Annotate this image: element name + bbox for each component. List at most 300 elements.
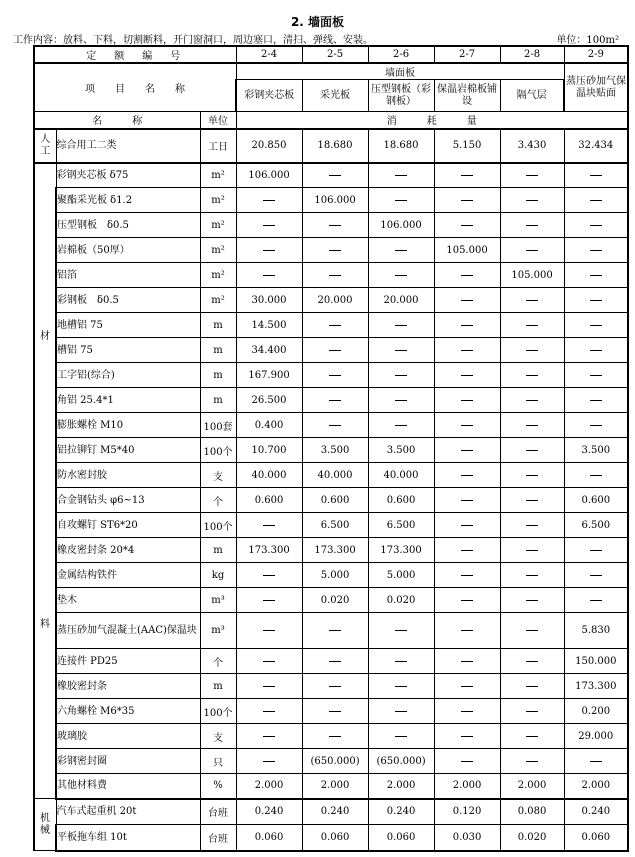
- item-name: 彩钢密封圈: [56, 749, 200, 774]
- item-name: 橡皮密封条 20*4: [56, 538, 200, 563]
- dash-mark: [461, 450, 473, 451]
- value-cell: (650.000): [368, 749, 434, 774]
- item-unit: 100套: [200, 413, 236, 438]
- value-cell: [368, 699, 434, 724]
- dash-mark: [395, 175, 407, 176]
- dash-mark: [461, 275, 473, 276]
- value-cell: [564, 588, 628, 613]
- value-cell: 2.000: [500, 774, 564, 799]
- dash-mark: [263, 630, 275, 631]
- dash-mark: [590, 275, 602, 276]
- table-row: [34, 563, 628, 588]
- value-cell: [434, 263, 500, 288]
- table-row: [34, 129, 628, 163]
- value-cell: [500, 613, 564, 649]
- group-label: 墙面板: [236, 63, 564, 80]
- value-cell: [434, 288, 500, 313]
- item-name: 彩钢夹芯板 δ75: [56, 163, 200, 188]
- value-cell: [302, 163, 368, 188]
- value-cell: 105.000: [500, 263, 564, 288]
- code-cell: 2-7: [434, 46, 500, 63]
- value-cell: 5.000: [302, 563, 368, 588]
- value-cell: 106.000: [302, 188, 368, 213]
- quota-no-label: 定 额 编 号: [34, 46, 236, 63]
- dash-mark: [263, 575, 275, 576]
- dash-mark: [526, 375, 538, 376]
- dash-mark: [590, 550, 602, 551]
- column-header: 压型钢板（彩钢板）: [368, 80, 434, 112]
- value-cell: [434, 488, 500, 513]
- dash-mark: [461, 550, 473, 551]
- dash-mark: [329, 250, 341, 251]
- value-cell: 150.000: [564, 649, 628, 674]
- dash-mark: [590, 375, 602, 376]
- value-cell: [500, 588, 564, 613]
- item-unit: 个: [200, 649, 236, 674]
- value-cell: [434, 513, 500, 538]
- dash-mark: [461, 350, 473, 351]
- dash-mark: [526, 350, 538, 351]
- value-cell: [564, 363, 628, 388]
- value-cell: [434, 563, 500, 588]
- value-cell: [368, 674, 434, 699]
- dash-mark: [263, 736, 275, 737]
- value-cell: [236, 724, 302, 749]
- dash-mark: [329, 630, 341, 631]
- code-cell: 2-8: [500, 46, 564, 63]
- value-cell: 3.500: [302, 438, 368, 463]
- item-unit: m: [200, 538, 236, 563]
- dash-mark: [461, 736, 473, 737]
- value-cell: [434, 699, 500, 724]
- value-cell: [302, 674, 368, 699]
- table-row: [34, 825, 628, 851]
- value-cell: [434, 463, 500, 488]
- item-name: 汽车式起重机 20t: [56, 799, 200, 825]
- value-cell: [564, 263, 628, 288]
- value-cell: [302, 699, 368, 724]
- value-cell: [434, 188, 500, 213]
- table-row: [34, 213, 628, 238]
- value-cell: 14.500: [236, 313, 302, 338]
- value-cell: [302, 649, 368, 674]
- item-name: 压型钢板 δ0.5: [56, 213, 200, 238]
- value-cell: 6.500: [564, 513, 628, 538]
- value-cell: 0.060: [236, 825, 302, 851]
- table-row: [34, 749, 628, 774]
- value-cell: [564, 538, 628, 563]
- table-row: [34, 413, 628, 438]
- dash-mark: [395, 325, 407, 326]
- dash-mark: [395, 250, 407, 251]
- value-cell: [564, 238, 628, 263]
- value-cell: 20.000: [302, 288, 368, 313]
- value-cell: [500, 724, 564, 749]
- value-cell: [500, 513, 564, 538]
- item-unit: m²: [200, 238, 236, 263]
- dash-mark: [461, 300, 473, 301]
- value-cell: 0.060: [302, 825, 368, 851]
- item-unit: 100个: [200, 699, 236, 724]
- dash-mark: [461, 500, 473, 501]
- value-cell: [500, 674, 564, 699]
- table-row: [34, 463, 628, 488]
- value-cell: 0.600: [302, 488, 368, 513]
- value-cell: 0.240: [236, 799, 302, 825]
- item-name: 防水密封胶: [56, 463, 200, 488]
- value-cell: [236, 563, 302, 588]
- value-cell: [564, 188, 628, 213]
- dash-mark: [526, 450, 538, 451]
- dash-mark: [263, 525, 275, 526]
- value-cell: [500, 363, 564, 388]
- value-cell: [434, 674, 500, 699]
- dash-mark: [526, 400, 538, 401]
- table-row: [34, 188, 628, 213]
- value-cell: [500, 463, 564, 488]
- item-unit: m: [200, 363, 236, 388]
- value-cell: [434, 413, 500, 438]
- item-unit: m³: [200, 613, 236, 649]
- unit-label: 单位：100m²: [556, 35, 619, 46]
- item-name: 自攻螺钉 ST6*20: [56, 513, 200, 538]
- item-unit: m²: [200, 163, 236, 188]
- dash-mark: [526, 475, 538, 476]
- dash-mark: [395, 275, 407, 276]
- value-cell: [500, 338, 564, 363]
- item-name: 连接件 PD25: [56, 649, 200, 674]
- dash-mark: [263, 250, 275, 251]
- dash-mark: [526, 300, 538, 301]
- value-cell: [500, 188, 564, 213]
- dash-mark: [329, 400, 341, 401]
- table-row: [34, 724, 628, 749]
- value-cell: [434, 388, 500, 413]
- dash-mark: [590, 425, 602, 426]
- dash-mark: [461, 375, 473, 376]
- value-cell: [302, 613, 368, 649]
- code-cell: 2-9: [564, 46, 628, 63]
- dash-mark: [461, 175, 473, 176]
- dash-mark: [590, 200, 602, 201]
- dash-mark: [461, 200, 473, 201]
- dash-mark: [263, 200, 275, 201]
- value-cell: 106.000: [368, 213, 434, 238]
- table-row: [34, 263, 628, 288]
- item-unit: 只: [200, 749, 236, 774]
- item-unit: 100个: [200, 438, 236, 463]
- dash-mark: [526, 525, 538, 526]
- dash-mark: [526, 761, 538, 762]
- dash-mark: [590, 225, 602, 226]
- value-cell: [564, 749, 628, 774]
- value-cell: [434, 588, 500, 613]
- item-unit: m: [200, 388, 236, 413]
- dash-mark: [590, 600, 602, 601]
- dash-mark: [329, 175, 341, 176]
- dash-mark: [590, 350, 602, 351]
- item-unit: m: [200, 313, 236, 338]
- dash-mark: [526, 425, 538, 426]
- value-cell: 20.000: [368, 288, 434, 313]
- value-cell: [368, 413, 434, 438]
- table-row: [34, 338, 628, 363]
- code-cell: 2-6: [368, 46, 434, 63]
- table-row: [34, 774, 628, 799]
- value-cell: 5.150: [434, 129, 500, 163]
- dash-mark: [395, 630, 407, 631]
- item-unit: m³: [200, 588, 236, 613]
- value-cell: 173.300: [368, 538, 434, 563]
- value-cell: [564, 463, 628, 488]
- value-cell: [434, 163, 500, 188]
- dash-mark: [263, 275, 275, 276]
- value-cell: [368, 238, 434, 263]
- column-header: 蒸压砂加气保温块贴面: [564, 63, 628, 112]
- dash-mark: [461, 400, 473, 401]
- dash-mark: [395, 200, 407, 201]
- value-cell: 0.120: [434, 799, 500, 825]
- value-cell: [500, 313, 564, 338]
- item-name: 合金钢钻头 φ6~13: [56, 488, 200, 513]
- dash-mark: [263, 600, 275, 601]
- value-cell: 106.000: [236, 163, 302, 188]
- value-cell: [564, 413, 628, 438]
- value-cell: 0.030: [434, 825, 500, 851]
- dash-mark: [329, 686, 341, 687]
- item-name: 槽铝 75: [56, 338, 200, 363]
- code-cell: 2-4: [236, 46, 302, 63]
- value-cell: 30.000: [236, 288, 302, 313]
- dash-mark: [395, 686, 407, 687]
- dash-mark: [461, 425, 473, 426]
- value-cell: 29.000: [564, 724, 628, 749]
- dash-mark: [590, 325, 602, 326]
- dash-mark: [590, 400, 602, 401]
- dash-mark: [526, 175, 538, 176]
- dash-mark: [461, 525, 473, 526]
- dash-mark: [461, 325, 473, 326]
- value-cell: 0.020: [500, 825, 564, 851]
- value-cell: [302, 313, 368, 338]
- value-cell: [236, 649, 302, 674]
- item-unit: 台班: [200, 825, 236, 851]
- dash-mark: [395, 350, 407, 351]
- value-cell: [564, 163, 628, 188]
- table-row: [34, 538, 628, 563]
- item-name: 垫木: [56, 588, 200, 613]
- value-cell: [302, 388, 368, 413]
- value-cell: 0.020: [302, 588, 368, 613]
- value-cell: 40.000: [368, 463, 434, 488]
- value-cell: [236, 213, 302, 238]
- table-row: [34, 438, 628, 463]
- value-cell: [500, 749, 564, 774]
- value-cell: 34.400: [236, 338, 302, 363]
- item-unit: m: [200, 674, 236, 699]
- item-name: 铝拉铆钉 M5*40: [56, 438, 200, 463]
- dash-mark: [590, 761, 602, 762]
- section-title: 2. 墙面板: [290, 15, 345, 29]
- item-name: 其他材料费: [56, 774, 200, 799]
- dash-mark: [526, 325, 538, 326]
- dash-mark: [590, 575, 602, 576]
- value-cell: 2.000: [368, 774, 434, 799]
- value-cell: [368, 388, 434, 413]
- dash-mark: [329, 711, 341, 712]
- dash-mark: [329, 425, 341, 426]
- dash-mark: [329, 661, 341, 662]
- table-row: [34, 288, 628, 313]
- dash-mark: [526, 250, 538, 251]
- value-cell: [500, 413, 564, 438]
- quota-table: [33, 45, 629, 852]
- value-cell: 0.240: [302, 799, 368, 825]
- dash-mark: [395, 661, 407, 662]
- dash-mark: [461, 600, 473, 601]
- dash-mark: [526, 200, 538, 201]
- value-cell: [368, 338, 434, 363]
- item-name: 玻璃胶: [56, 724, 200, 749]
- table-row: [34, 699, 628, 724]
- category-material: 材 料: [34, 163, 56, 799]
- value-cell: [368, 613, 434, 649]
- item-unit: 个: [200, 488, 236, 513]
- column-header: 隔气层: [500, 80, 564, 112]
- value-cell: 0.600: [564, 488, 628, 513]
- category-machine: 机 械: [34, 799, 56, 851]
- dash-mark: [395, 400, 407, 401]
- value-cell: [236, 749, 302, 774]
- table-row: [34, 313, 628, 338]
- dash-mark: [461, 475, 473, 476]
- value-cell: [368, 313, 434, 338]
- table-row: [34, 588, 628, 613]
- dash-mark: [395, 711, 407, 712]
- dash-mark: [526, 550, 538, 551]
- item-name: 蒸压砂加气混凝土(AAC)保温块: [56, 613, 200, 649]
- value-cell: 0.060: [564, 825, 628, 851]
- value-cell: 0.240: [368, 799, 434, 825]
- value-cell: [434, 649, 500, 674]
- value-cell: 40.000: [236, 463, 302, 488]
- dash-mark: [263, 761, 275, 762]
- value-cell: [302, 413, 368, 438]
- value-cell: 20.850: [236, 129, 302, 163]
- value-cell: 32.434: [564, 129, 628, 163]
- value-cell: 0.240: [564, 799, 628, 825]
- value-cell: 3.500: [564, 438, 628, 463]
- name-label: 名 称: [34, 112, 200, 129]
- value-cell: 2.000: [302, 774, 368, 799]
- item-name: 岩棉板（50厚）: [56, 238, 200, 263]
- dash-mark: [395, 375, 407, 376]
- dash-mark: [263, 661, 275, 662]
- dash-mark: [329, 325, 341, 326]
- value-cell: 173.300: [302, 538, 368, 563]
- value-cell: [302, 338, 368, 363]
- work-content: 工作内容：放料、下料，切割断料，开门窗洞口，周边塞口，清扫、弹线、安装。: [13, 35, 373, 46]
- value-cell: 0.060: [368, 825, 434, 851]
- value-cell: [500, 563, 564, 588]
- value-cell: 0.600: [236, 488, 302, 513]
- dash-mark: [461, 761, 473, 762]
- value-cell: [434, 538, 500, 563]
- value-cell: 0.400: [236, 413, 302, 438]
- table-row: [34, 513, 628, 538]
- value-cell: [236, 699, 302, 724]
- item-name: 膨胀螺栓 M10: [56, 413, 200, 438]
- item-name: 橡胶密封条: [56, 674, 200, 699]
- table-row: [34, 674, 628, 699]
- dash-mark: [461, 661, 473, 662]
- item-unit: 工日: [200, 129, 236, 163]
- value-cell: [236, 263, 302, 288]
- dash-mark: [526, 736, 538, 737]
- value-cell: [500, 238, 564, 263]
- dash-mark: [590, 475, 602, 476]
- dash-mark: [395, 736, 407, 737]
- dash-mark: [461, 630, 473, 631]
- dash-mark: [526, 225, 538, 226]
- column-header: 保温岩棉板铺设: [434, 80, 500, 112]
- item-name: 彩钢板 δ0.5: [56, 288, 200, 313]
- value-cell: 40.000: [302, 463, 368, 488]
- item-unit: kg: [200, 563, 236, 588]
- dash-mark: [590, 250, 602, 251]
- value-cell: [368, 163, 434, 188]
- code-cell: 2-5: [302, 46, 368, 63]
- value-cell: [368, 188, 434, 213]
- item-unit: 支: [200, 724, 236, 749]
- value-cell: [500, 488, 564, 513]
- item-unit: m²: [200, 288, 236, 313]
- value-cell: [236, 674, 302, 699]
- value-cell: [368, 363, 434, 388]
- item-unit: m²: [200, 188, 236, 213]
- value-cell: 167.900: [236, 363, 302, 388]
- value-cell: 3.430: [500, 129, 564, 163]
- value-cell: [500, 649, 564, 674]
- value-cell: [434, 438, 500, 463]
- dash-mark: [329, 275, 341, 276]
- dash-mark: [526, 630, 538, 631]
- table-row: [34, 388, 628, 413]
- item-unit: 台班: [200, 799, 236, 825]
- dash-mark: [526, 711, 538, 712]
- dash-mark: [329, 225, 341, 226]
- value-cell: [236, 188, 302, 213]
- value-cell: [434, 213, 500, 238]
- value-cell: [368, 263, 434, 288]
- category-labor: 人 工: [34, 129, 56, 163]
- item-name: 工字铝(综合): [56, 363, 200, 388]
- value-cell: [564, 213, 628, 238]
- value-cell: 173.300: [564, 674, 628, 699]
- value-cell: [500, 288, 564, 313]
- dash-mark: [461, 711, 473, 712]
- value-cell: (650.000): [302, 749, 368, 774]
- value-cell: [434, 338, 500, 363]
- value-cell: [434, 363, 500, 388]
- value-cell: 10.700: [236, 438, 302, 463]
- table-row: [34, 238, 628, 263]
- value-cell: [564, 288, 628, 313]
- value-cell: 105.000: [434, 238, 500, 263]
- value-cell: 5.830: [564, 613, 628, 649]
- item-unit: m: [200, 338, 236, 363]
- item-name: 角铝 25.4*1: [56, 388, 200, 413]
